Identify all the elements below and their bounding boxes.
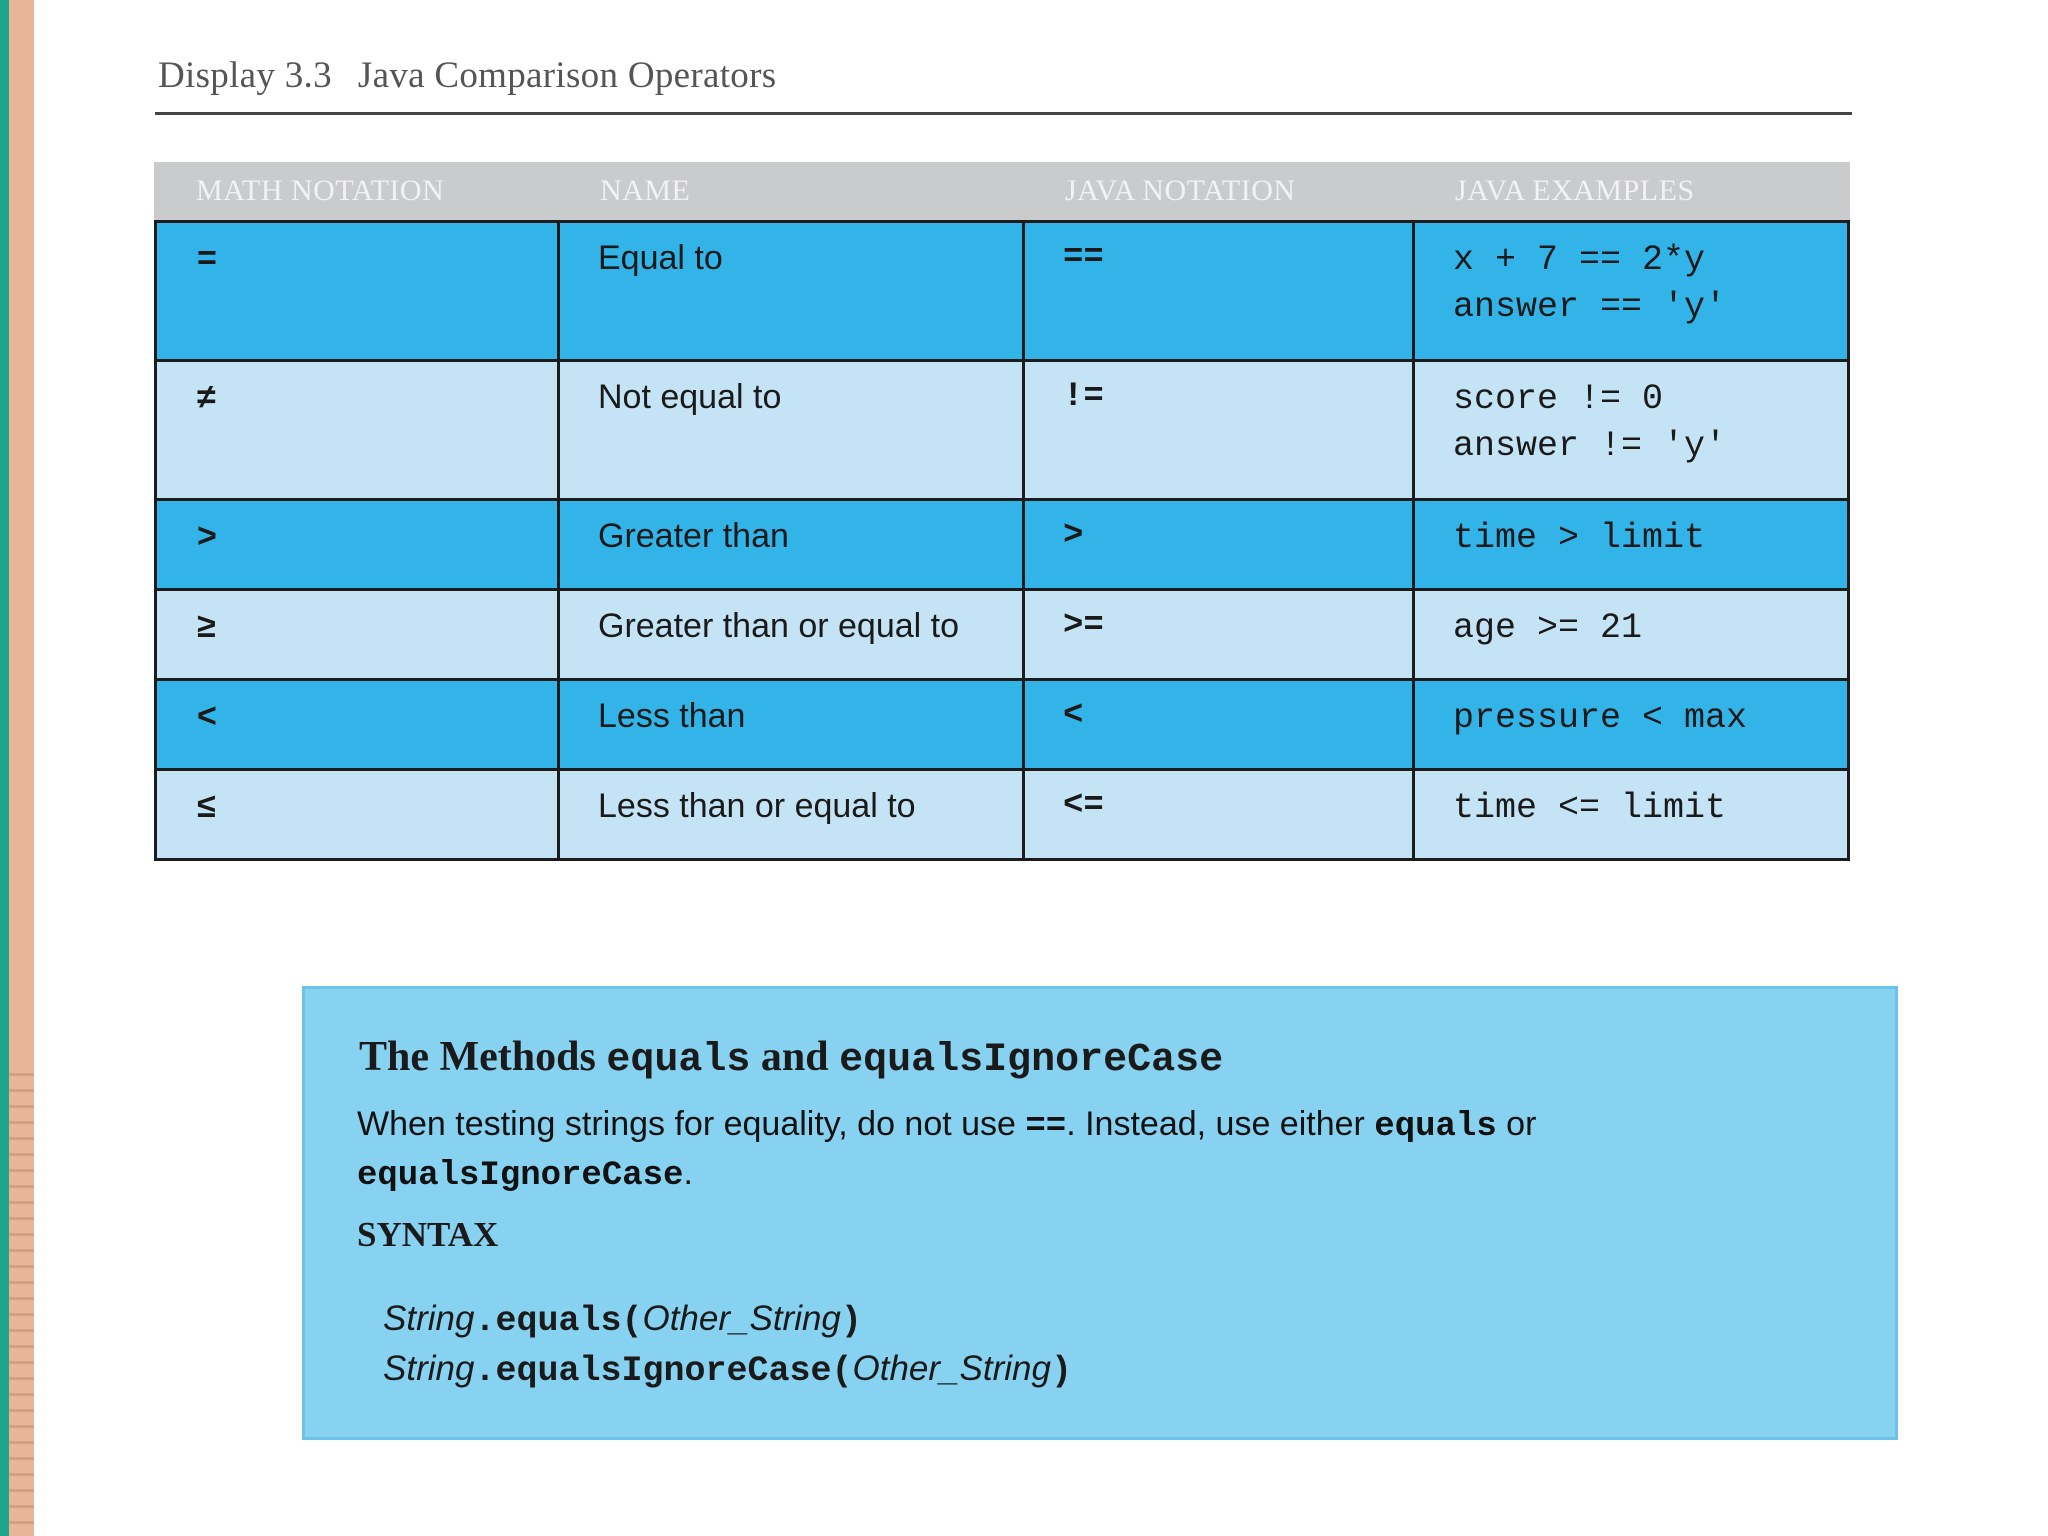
math-cell: ≤	[157, 771, 560, 858]
examples-cell	[1415, 362, 1847, 498]
header-name: NAME	[600, 174, 691, 207]
table-row	[157, 220, 1847, 359]
title-mid: and	[750, 1034, 840, 1080]
syntax-object: String	[383, 1349, 475, 1388]
examples-cell	[1415, 501, 1847, 588]
table-row	[157, 359, 1847, 498]
math-cell: >	[157, 501, 560, 588]
name-cell: Less than or equal to	[560, 771, 1025, 858]
method-box-title	[359, 1033, 1223, 1083]
examples-cell	[1415, 223, 1847, 359]
header-math-notation: MATH NOTATION	[196, 174, 445, 207]
syntax-line	[383, 1295, 1072, 1345]
examples-cell	[1415, 681, 1847, 768]
java-cell: >=	[1025, 591, 1415, 678]
title-prefix: The Methods	[359, 1034, 607, 1080]
table-row	[157, 768, 1847, 858]
java-cell: >	[1025, 501, 1415, 588]
desc-code: ==	[1025, 1108, 1067, 1146]
display-number: Display 3.3	[158, 55, 332, 96]
math-cell: ≥	[157, 591, 560, 678]
syntax-lines	[383, 1295, 1072, 1395]
example-line: age >= 21	[1453, 608, 1643, 648]
example-line: answer != 'y'	[1453, 426, 1727, 466]
syntax-arg: Other_String	[852, 1349, 1051, 1388]
java-cell: <	[1025, 681, 1415, 768]
example-line: pressure < max	[1453, 698, 1748, 738]
syntax-method: .equals(	[474, 1301, 643, 1341]
example-line: time > limit	[1453, 518, 1706, 558]
header-java-examples: JAVA EXAMPLES	[1455, 174, 1695, 207]
example-line: answer == 'y'	[1453, 287, 1727, 327]
examples-cell	[1415, 591, 1847, 678]
name-cell: Greater than	[560, 501, 1025, 588]
syntax-label: SYNTAX	[357, 1215, 499, 1254]
display-title-text: Java Comparison Operators	[357, 55, 777, 96]
name-cell: Not equal to	[560, 362, 1025, 498]
java-cell: ==	[1025, 223, 1415, 359]
teal-edge-bar	[0, 0, 9, 1536]
syntax-object: String	[383, 1299, 475, 1338]
desc-text: . Instead, use either	[1066, 1105, 1375, 1143]
method-box-description	[357, 1101, 1757, 1199]
syntax-close: )	[840, 1301, 862, 1341]
syntax-arg: Other_String	[642, 1299, 841, 1338]
desc-text: .	[683, 1154, 693, 1192]
comparison-operators-table	[154, 162, 1850, 861]
name-cell: Less than	[560, 681, 1025, 768]
title-code-equals: equals	[606, 1038, 751, 1083]
syntax-line	[383, 1345, 1072, 1395]
display-title	[158, 54, 776, 97]
desc-text: When testing strings for equality, do not use	[357, 1105, 1026, 1143]
math-cell: =	[157, 223, 560, 359]
math-cell: ≠	[157, 362, 560, 498]
table-body	[154, 220, 1850, 861]
desc-text: or	[1496, 1105, 1537, 1143]
title-code-equalsignorecase: equalsIgnoreCase	[839, 1038, 1224, 1083]
java-cell: <=	[1025, 771, 1415, 858]
java-cell: !=	[1025, 362, 1415, 498]
title-rule	[155, 112, 1852, 115]
page-edge-ticks	[9, 1060, 34, 1536]
header-java-notation: JAVA NOTATION	[1065, 174, 1296, 207]
syntax-method: .equalsIgnoreCase(	[474, 1351, 853, 1391]
left-margin-strip	[0, 0, 34, 1536]
table-row	[157, 588, 1847, 678]
math-cell: <	[157, 681, 560, 768]
methods-info-box	[302, 986, 1898, 1440]
name-cell: Equal to	[560, 223, 1025, 359]
example-line: score != 0	[1453, 379, 1664, 419]
examples-cell	[1415, 771, 1847, 858]
example-line: time <= limit	[1453, 788, 1727, 828]
name-cell: Greater than or equal to	[560, 591, 1025, 678]
syntax-close: )	[1050, 1351, 1072, 1391]
table-row	[157, 498, 1847, 588]
desc-code: equals	[1374, 1108, 1497, 1146]
example-line: x + 7 == 2*y	[1453, 240, 1706, 280]
desc-code: equalsIgnoreCase	[357, 1157, 684, 1195]
table-header	[154, 162, 1850, 220]
table-row	[157, 678, 1847, 768]
